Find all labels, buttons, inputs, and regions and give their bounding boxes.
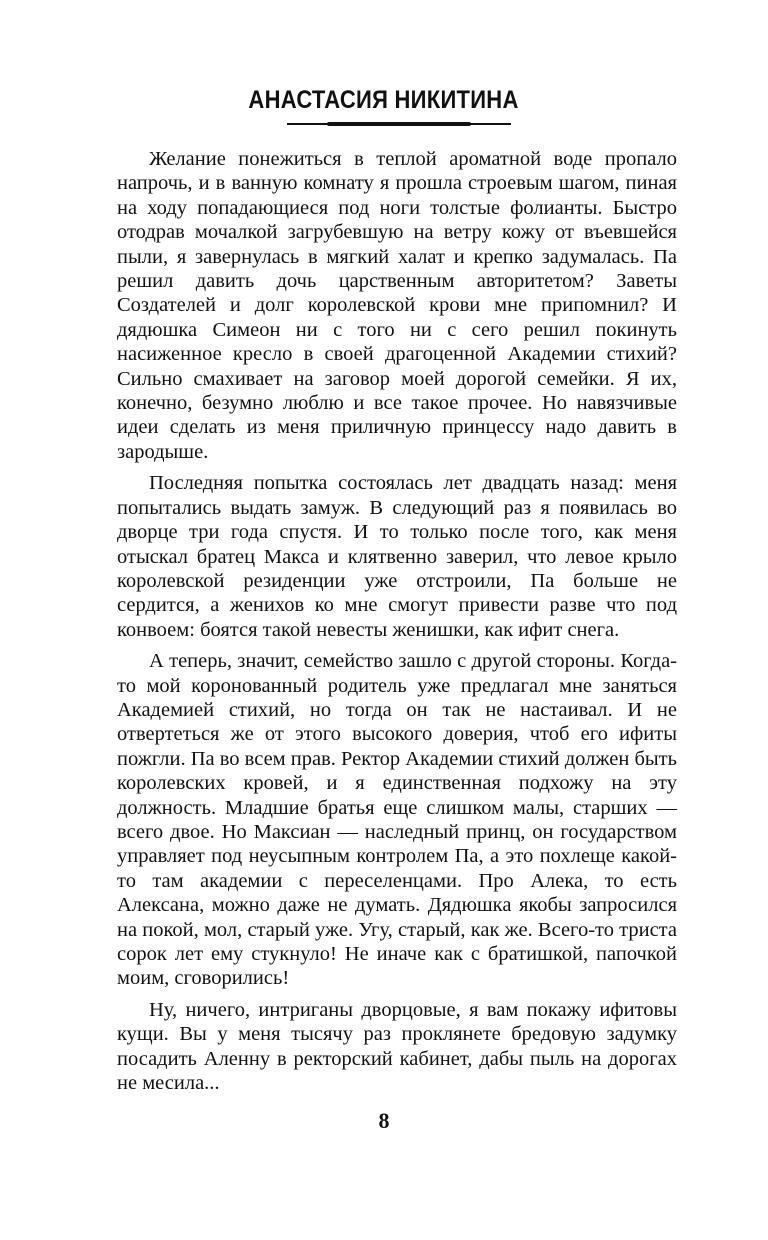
header-ornament-rule — [287, 123, 511, 125]
paragraph: Желание понежиться в теплой ароматной воде пропало напрочь, и в ванную комнату я прошла строевым шагом, пиная на ходу попадающиеся под ноги толстые фолианты. Быстро отодрав мочалкой загрубевшую на ветру кожу от въевшейся пыли, я завернулась в мягкий халат и крепко задумалась. Па решил давить дочь царственным авторитетом? Заветы Создателей и долг королевской крови мне припомнил? И дядюшка Симеон ни с того ни с сего решил покинуть насиженное кресло в своей драгоценной Академии стихий? Сильно смахивает на заговор моей дорогой семейки. Я их, конечно, безумно люблю и все такое прочее. Но навязчивые идеи сделать из меня приличную принцессу надо давить в зародыше. — [117, 148, 677, 463]
paragraph: Ну, ничего, интриганы дворцовые, я вам покажу ифитовы кущи. Вы у меня тысячу раз проклянете бредовую задумку посадить Аленну в ректорский кабинет, дабы пыль на дорогах не месила... — [117, 998, 677, 1095]
paragraph: А теперь, значит, семейство зашло с другой стороны. Когда-то мой коронованный родитель уже предлагал мне заняться Академией стихий, но тогда он так не настаивал. И не отвертеться же от этого высокого доверия, чтоб его ифиты пожгли. Па во всем прав. Ректор Академии стихий должен быть королевских кровей, и я единственная подхожу на эту должность. Младшие братья еще слишком малы, старших — всего двое. Но Максиан — наследный принц, он государством управляет под неусыпным контролем Па, а это похлеще какой-то там академии с переселенцами. Про Алека, то есть Алексана, можно даже не думать. Дядюшка якобы запросился на покой, мол, старый уже. Угу, старый, как же. Всего-то триста сорок лет ему стукнуло! Не иначе как с братишкой, папочкой моим, сговорились! — [117, 650, 677, 990]
author-name: АНАСТАСИЯ НИКИТИНА — [248, 86, 520, 114]
paragraph: Последняя попытка состоялась лет двадцать назад: меня попытались выдать замуж. В следующий раз я появилась во дворце три года спустя. И то только после того, как меня отыскал братец Макса и клятвенно заверил, что левое крыло королевской резиденции уже отстроили, Па больше не сердится, а женихов ко мне смогут привести разве что под конвоем: боятся такой невесты женишки, как ифит снега. — [117, 472, 677, 641]
running-header — [0, 86, 768, 115]
body-text — [117, 147, 677, 1102]
page-number: 8 — [378, 1108, 390, 1133]
